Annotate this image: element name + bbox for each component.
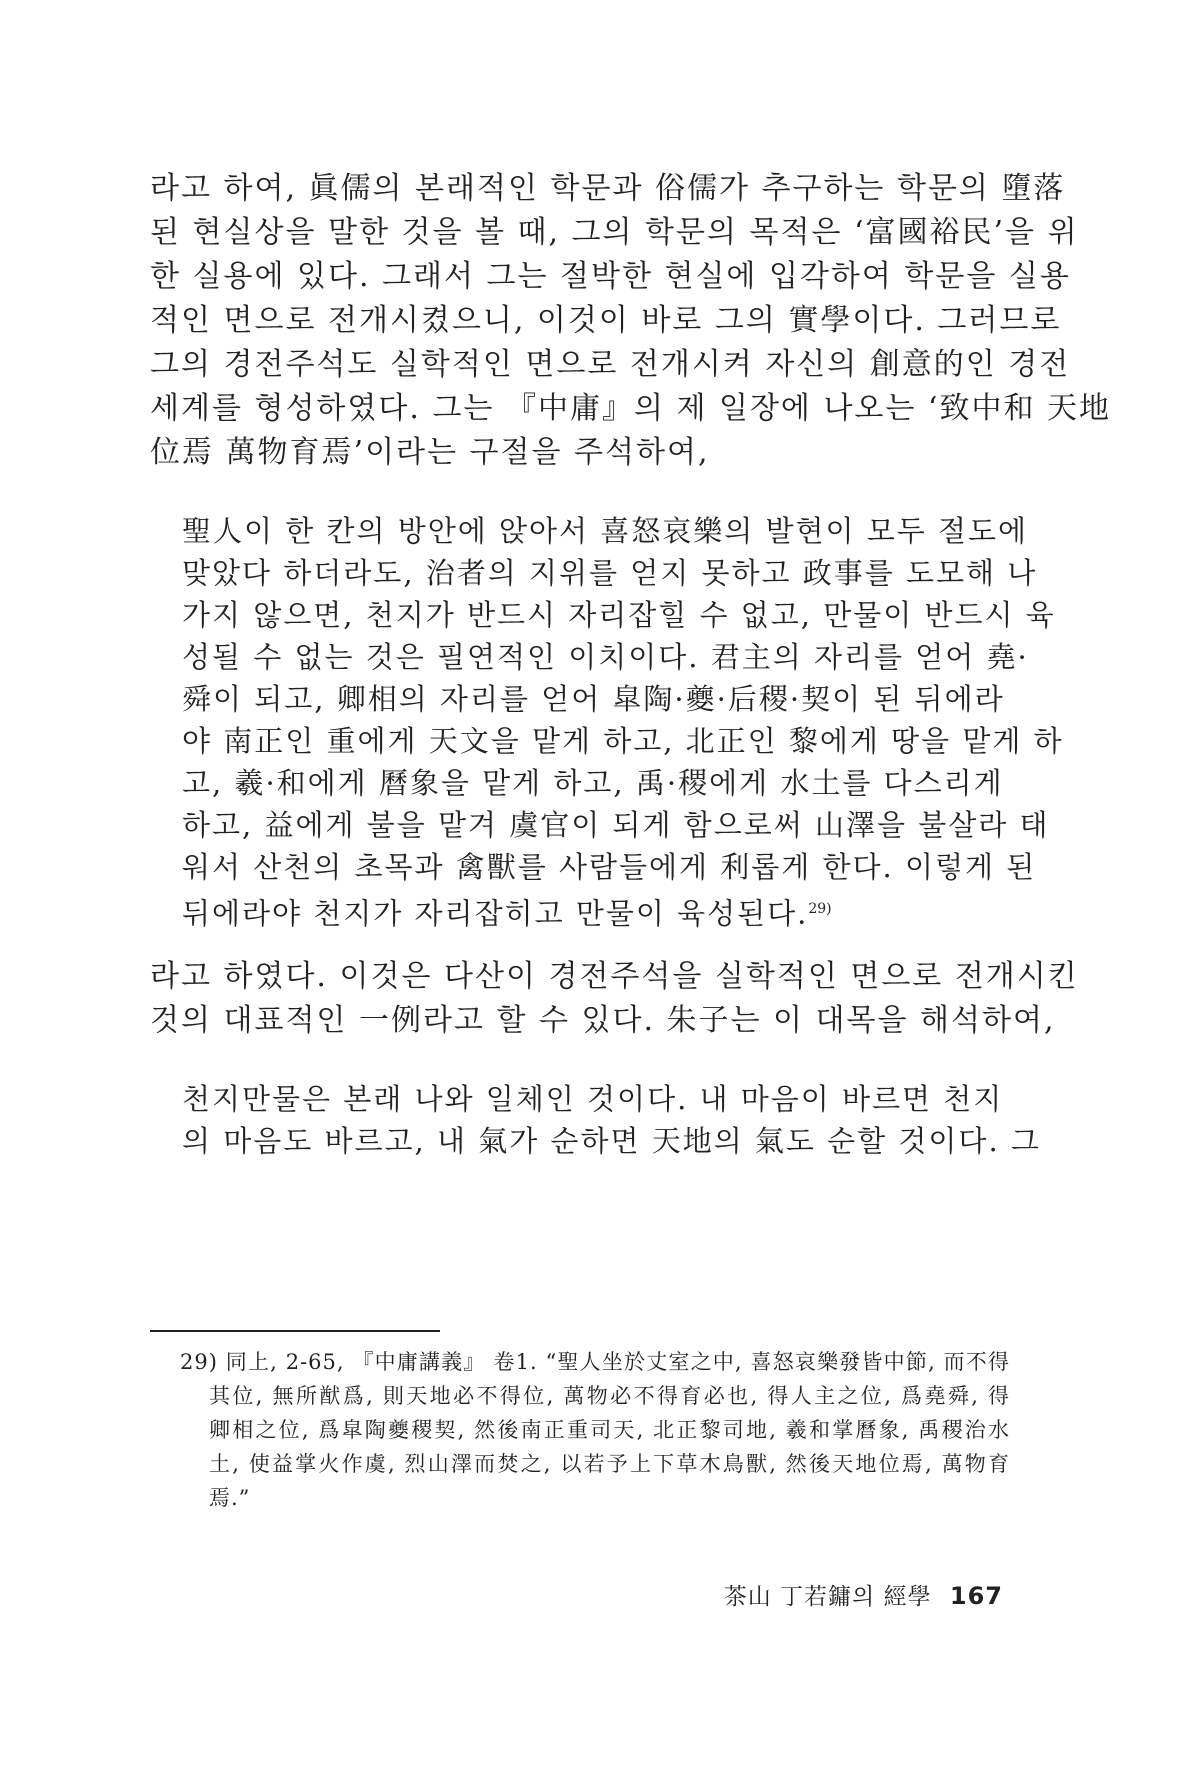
- quote-line: 야 南正인 重에게 天文을 맡게 하고, 北正인 黎에게 땅을 맡게 하: [182, 724, 1064, 758]
- footnote-line: 土, 使益掌火作虞, 烈山澤而焚之, 以若予上下草木鳥獸, 然後天地位焉, 萬物育: [209, 1452, 1010, 1476]
- running-footer-title: 茶山 丁若鏞의 經學: [723, 1584, 932, 1610]
- running-footer: [724, 1578, 1003, 1611]
- text-line: 적인 면으로 전개시켰으니, 이것이 바로 그의 實學이다. 그러므로: [150, 303, 1062, 338]
- block-quote-1: [182, 510, 1064, 931]
- footnote-line: 卿相之位, 爲皐陶夔稷契, 然後南正重司天, 北正黎司地, 羲和掌曆象, 禹稷治水: [209, 1418, 1010, 1442]
- footnote-divider: [150, 1330, 440, 1332]
- quote-line: 성될 수 없는 것은 필연적인 이치이다. 君主의 자리를 얻어 堯·: [182, 640, 1029, 674]
- footnote-29: [180, 1345, 1010, 1515]
- quote-line-text: 뒤에라야 천지가 자리잡히고 만물이 육성된다.: [182, 896, 809, 931]
- footnote-line: 其位, 無所猷爲, 則天地必不得位, 萬物必不得育必也, 得人主之位, 爲堯舜, 得: [209, 1384, 1010, 1408]
- text-line: 것의 대표적인 一例라고 할 수 있다. 朱子는 이 대목을 해석하여,: [150, 1003, 1056, 1038]
- footnote-line: 29) 同上, 2-65, 『中庸講義』 卷1. “聖人坐於丈室之中, 喜怒哀樂發皆中節, 而不得: [180, 1350, 1010, 1374]
- quote-line: 의 마음도 바르고, 내 氣가 순하면 天地의 氣도 순할 것이다. 그: [182, 1124, 1041, 1158]
- text-line: 라고 하여, 眞儒의 본래적인 학문과 俗儒가 추구하는 학문의 墮落: [150, 171, 1066, 206]
- footnote-reference: 29): [808, 901, 832, 917]
- quote-line: 聖人이 한 칸의 방안에 앉아서 喜怒哀樂의 발현이 모두 절도에: [182, 514, 1029, 548]
- text-line: 그의 경전주석도 실학적인 면으로 전개시켜 자신의 創意的인 경전: [150, 347, 1071, 382]
- text-line: 位焉 萬物育焉’이라는 구절을 주석하여,: [150, 435, 710, 470]
- block-quote-2: [182, 1078, 1041, 1162]
- quote-line: 舜이 되고, 卿相의 자리를 얻어 皐陶·夔·后稷·契이 된 뒤에라: [182, 682, 1005, 716]
- page-number: 167: [949, 1582, 1003, 1610]
- quote-line: [182, 888, 982, 930]
- quote-line: 맞았다 하더라도, 治者의 지위를 얻지 못하고 政事를 도모해 나: [182, 556, 1038, 590]
- text-line: 세계를 형성하였다. 그는 『中庸』의 제 일장에 나오는 ‘致中和 天地: [150, 391, 1112, 426]
- quote-line: 워서 산천의 초목과 禽獸를 사람들에게 利롭게 한다. 이렇게 된: [182, 850, 1037, 884]
- text-line: 한 실용에 있다. 그래서 그는 절박한 현실에 입각하여 학문을 실용: [150, 259, 1071, 294]
- body-paragraph-2: [150, 955, 1079, 1043]
- quote-line: 하고, 益에게 불을 맡겨 虞官이 되게 함으로써 山澤을 불살라 태: [182, 808, 1050, 842]
- text-line: 된 현실상을 말한 것을 볼 때, 그의 학문의 목적은 ‘富國裕民’을 위: [150, 215, 1079, 250]
- quote-line: 천지만물은 본래 나와 일체인 것이다. 내 마음이 바르면 천지: [182, 1082, 1004, 1116]
- footnote-line: 焉.”: [209, 1486, 251, 1510]
- quote-line: 가지 않으면, 천지가 반드시 자리잡힐 수 없고, 만물이 반드시 육: [182, 598, 1056, 632]
- body-paragraph-1: [150, 167, 1112, 475]
- text-line: 라고 하였다. 이것은 다산이 경전주석을 실학적인 면으로 전개시킨: [150, 959, 1079, 994]
- quote-line: 고, 羲·和에게 曆象을 맡게 하고, 禹·稷에게 水土를 다스리게: [182, 766, 1004, 800]
